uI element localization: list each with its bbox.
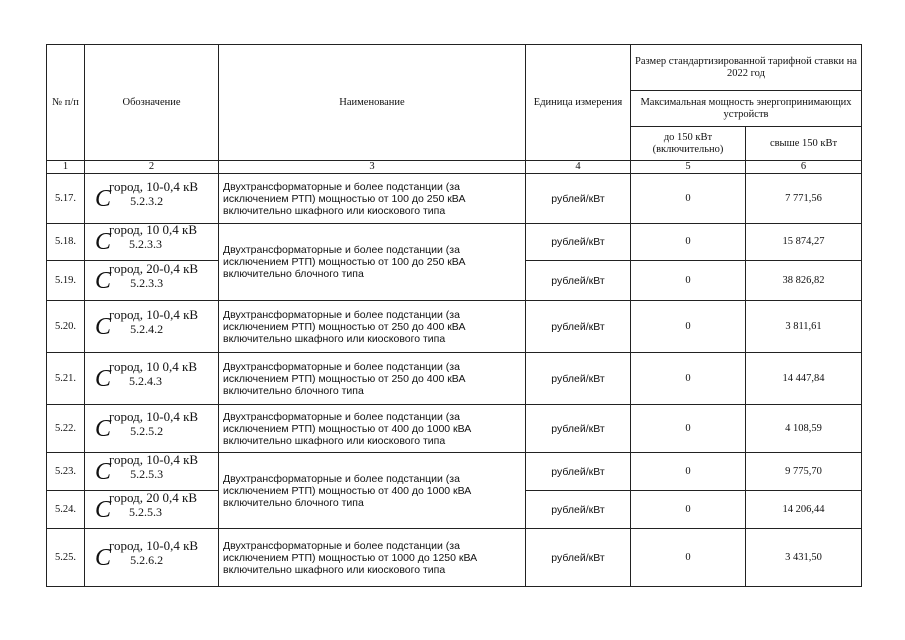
table-row: [47, 353, 862, 405]
item-name: Двухтрансформаторные и более подстанции (за исключением РТП) мощностью от 250 до 400 кВА включительно шкафного или киоскового типа: [219, 301, 526, 353]
row-number: 5.23.: [47, 453, 85, 491]
designation-code: Cгород, 10-0,4 кВ5.2.5.2: [85, 405, 219, 453]
row-number: 5.24.: [47, 491, 85, 529]
row-number: 5.21.: [47, 353, 85, 405]
rate-up-to-150: 0: [631, 405, 746, 453]
rate-over-150: 14 206,44: [746, 491, 862, 529]
index-cell: 6: [746, 161, 862, 174]
designation-code: Cгород, 10-0,4 кВ5.2.3.2: [85, 174, 219, 224]
table-row: [47, 405, 862, 453]
rate-up-to-150: 0: [631, 491, 746, 529]
rate-over-150: 15 874,27: [746, 224, 862, 261]
designation-code: Cгород, 20-0,4 кВ5.2.3.3: [85, 261, 219, 301]
rate-over-150: 3 811,61: [746, 301, 862, 353]
designation-code: Cгород, 10 0,4 кВ5.2.4.3: [85, 353, 219, 405]
row-number: 5.17.: [47, 174, 85, 224]
designation-code: Cгород, 20 0,4 кВ5.2.5.3: [85, 491, 219, 529]
table-row: [47, 174, 862, 224]
header-name: Наименование: [219, 45, 526, 161]
rate-over-150: 9 775,70: [746, 453, 862, 491]
index-cell: 5: [631, 161, 746, 174]
row-number: 5.19.: [47, 261, 85, 301]
header-designation: Обозначение: [85, 45, 219, 161]
header-unit: Единица измерения: [526, 45, 631, 161]
index-cell: 1: [47, 161, 85, 174]
rate-over-150: 4 108,59: [746, 405, 862, 453]
row-number: 5.20.: [47, 301, 85, 353]
header-power-group: Максимальная мощность энергопринимающих устройств: [631, 91, 862, 127]
rate-up-to-150: 0: [631, 453, 746, 491]
rate-up-to-150: 0: [631, 224, 746, 261]
unit-cell: рублей/кВт: [526, 491, 631, 529]
item-name: Двухтрансформаторные и более подстанции (за исключением РТП) мощностью от 250 до 400 кВА включительно блочного типа: [219, 353, 526, 405]
header-num: № п/п: [47, 45, 85, 161]
unit-cell: рублей/кВт: [526, 301, 631, 353]
header-over-150: свыше 150 кВт: [746, 127, 862, 161]
table-row: [47, 529, 862, 587]
designation-code: Cгород, 10-0,4 кВ5.2.5.3: [85, 453, 219, 491]
item-name: Двухтрансформаторные и более подстанции (за исключением РТП) мощностью от 400 до 1000 кВА включительно шкафного или киоскового типа: [219, 405, 526, 453]
item-name: Двухтрансформаторные и более подстанции (за исключением РТП) мощностью от 1000 до 1250 кВА включительно шкафного или киоскового типа: [219, 529, 526, 587]
unit-cell: рублей/кВт: [526, 529, 631, 587]
unit-cell: рублей/кВт: [526, 261, 631, 301]
item-name: Двухтрансформаторные и более подстанции (за исключением РТП) мощностью от 400 до 1000 кВА включительно блочного типа: [219, 453, 526, 529]
rate-over-150: 38 826,82: [746, 261, 862, 301]
index-cell: 2: [85, 161, 219, 174]
table-row: [47, 224, 862, 261]
table-row: [47, 453, 862, 491]
row-number: 5.18.: [47, 224, 85, 261]
rate-up-to-150: 0: [631, 301, 746, 353]
designation-code: Cгород, 10 0,4 кВ5.2.3.3: [85, 224, 219, 261]
table-row: [47, 301, 862, 353]
rate-up-to-150: 0: [631, 353, 746, 405]
unit-cell: рублей/кВт: [526, 405, 631, 453]
rate-up-to-150: 0: [631, 529, 746, 587]
rate-over-150: 7 771,56: [746, 174, 862, 224]
rate-up-to-150: 0: [631, 174, 746, 224]
tariff-table: [46, 44, 862, 587]
designation-code: Cгород, 10-0,4 кВ5.2.6.2: [85, 529, 219, 587]
rate-up-to-150: 0: [631, 261, 746, 301]
index-cell: 3: [219, 161, 526, 174]
rate-over-150: 14 447,84: [746, 353, 862, 405]
unit-cell: рублей/кВт: [526, 174, 631, 224]
item-name: Двухтрансформаторные и более подстанции (за исключением РТП) мощностью от 100 до 250 кВА включительно шкафного или киоскового типа: [219, 174, 526, 224]
designation-code: Cгород, 10-0,4 кВ5.2.4.2: [85, 301, 219, 353]
header-up-to-150: до 150 кВт (включительно): [631, 127, 746, 161]
rate-over-150: 3 431,50: [746, 529, 862, 587]
row-number: 5.22.: [47, 405, 85, 453]
index-cell: 4: [526, 161, 631, 174]
unit-cell: рублей/кВт: [526, 353, 631, 405]
row-number: 5.25.: [47, 529, 85, 587]
header-rate-group: Размер стандартизированной тарифной ставки на 2022 год: [631, 45, 862, 91]
unit-cell: рублей/кВт: [526, 453, 631, 491]
unit-cell: рублей/кВт: [526, 224, 631, 261]
item-name: Двухтрансформаторные и более подстанции (за исключением РТП) мощностью от 100 до 250 кВА включительно блочного типа: [219, 224, 526, 301]
